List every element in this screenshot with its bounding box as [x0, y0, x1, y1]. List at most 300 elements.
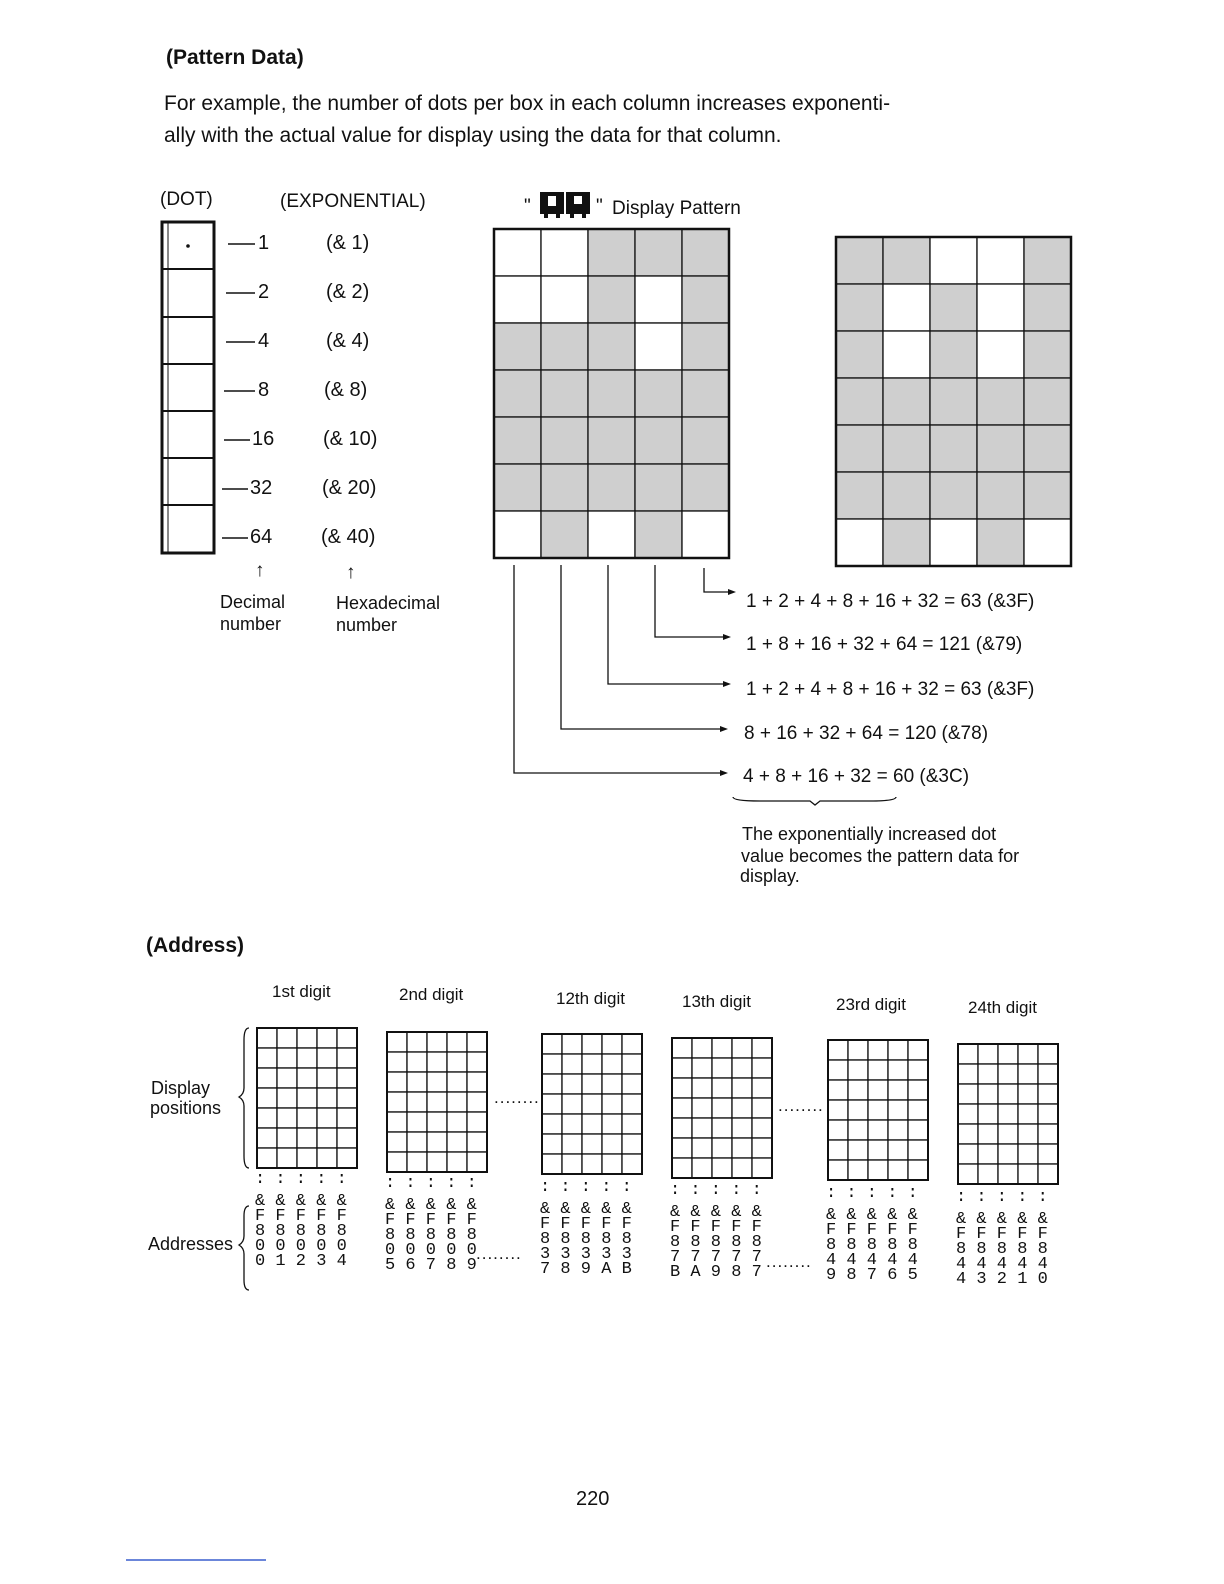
address-grid-cell	[978, 1124, 998, 1144]
address-grid-cell	[447, 1052, 467, 1072]
equation-1: 1 + 2 + 4 + 8 + 16 + 32 = 63 (&3F)	[746, 591, 1035, 612]
address-grid-cell	[542, 1134, 562, 1154]
address-grid-cell	[542, 1154, 562, 1174]
pattern-cell	[494, 417, 541, 464]
address-row-r4: 9 8 7 6 5	[826, 1266, 918, 1285]
address-grid-cell	[998, 1044, 1018, 1064]
address-grid-cell	[427, 1112, 447, 1132]
addresses-brace	[239, 1206, 249, 1290]
dot-hex-5: (& 20)	[322, 477, 377, 499]
address-grid-cell	[467, 1092, 487, 1112]
pattern-cell	[836, 425, 883, 472]
address-grid-cell	[868, 1040, 888, 1060]
pattern-paragraph-line1: For example, the number of dots per box in each column increases exponenti-	[164, 92, 891, 115]
address-grid-cell	[277, 1128, 297, 1148]
address-grid-cell	[622, 1134, 642, 1154]
pattern-cell	[635, 417, 682, 464]
address-grid-cell	[732, 1078, 752, 1098]
address-grid-cell	[958, 1124, 978, 1144]
pattern-cell	[635, 370, 682, 417]
address-grid-cell	[622, 1154, 642, 1174]
address-grid-cell	[257, 1128, 277, 1148]
address-grid-cell	[888, 1040, 908, 1060]
pattern-cell	[930, 331, 977, 378]
pattern-cell	[682, 229, 729, 276]
address-grid-cell	[542, 1094, 562, 1114]
address-grid-cell	[712, 1038, 732, 1058]
address-grid-cell	[848, 1140, 868, 1160]
ellipsis-address-2: ........	[766, 1252, 812, 1271]
address-grid-cell	[1018, 1104, 1038, 1124]
digit-label-4: 23rd digit	[836, 995, 906, 1014]
ellipsis-display-2: ........	[778, 1096, 824, 1115]
address-grid-cell	[692, 1078, 712, 1098]
address-grid-cell	[958, 1064, 978, 1084]
address-grid-cell	[387, 1032, 407, 1052]
address-grid-cell	[622, 1054, 642, 1074]
address-grid-cell	[998, 1064, 1018, 1084]
address-grid-cell	[908, 1080, 928, 1100]
pattern-cell	[930, 519, 977, 566]
address-grid-cell	[257, 1108, 277, 1128]
address-grid-cell	[582, 1154, 602, 1174]
pattern-cell	[588, 229, 635, 276]
address-grid-cell	[752, 1138, 772, 1158]
pattern-cell	[883, 425, 930, 472]
address-grid-cell	[467, 1112, 487, 1132]
dot-hex-0: (& 1)	[326, 232, 370, 254]
display-positions-brace	[239, 1028, 249, 1168]
address-grid-cell	[467, 1132, 487, 1152]
address-grid-cell	[998, 1144, 1018, 1164]
address-grid-cell	[277, 1048, 297, 1068]
address-grid-cell	[978, 1064, 998, 1084]
address-row-eight: 8 8 8 8 8	[826, 1236, 918, 1255]
address-grid-cell	[868, 1080, 888, 1100]
pattern-cell	[930, 425, 977, 472]
digit-label-2: 12th digit	[556, 989, 625, 1008]
address-grid-cell	[732, 1038, 752, 1058]
address-row-f: F F F F F	[255, 1207, 347, 1226]
decimal-label-2: number	[220, 614, 282, 634]
address-grid-cell	[317, 1028, 337, 1048]
addresses-label: Addresses	[148, 1234, 234, 1254]
digit-label-1: 2nd digit	[399, 985, 464, 1004]
address-grid-cell	[672, 1158, 692, 1178]
address-grid-cell	[542, 1034, 562, 1054]
note-line2: value becomes the pattern data for	[741, 846, 1020, 866]
address-grid-cell	[1038, 1144, 1058, 1164]
address-grid-cell	[672, 1058, 692, 1078]
address-grid-cell	[1038, 1124, 1058, 1144]
address-row-eight: 8 8 8 8 8	[670, 1233, 762, 1252]
address-grid-cell	[888, 1160, 908, 1180]
address-grid-cell	[447, 1132, 467, 1152]
address-grid-cell	[297, 1068, 317, 1088]
pattern-cell	[836, 378, 883, 425]
address-grid-cell	[672, 1038, 692, 1058]
address-grid-cell	[848, 1080, 868, 1100]
address-grid-cell	[407, 1132, 427, 1152]
address-grid-cell	[998, 1084, 1018, 1104]
address-row-r3: 3 3 3 3 3	[540, 1245, 632, 1264]
address-grid-cell	[337, 1128, 357, 1148]
address-grid-cell	[317, 1148, 337, 1168]
address-row-dots: : : : : :	[255, 1170, 347, 1189]
dot-decimal-6: 64	[250, 526, 273, 548]
address-row-amp: & & & & &	[540, 1200, 632, 1219]
address-grid-cell	[692, 1158, 712, 1178]
address-grid-cell	[692, 1138, 712, 1158]
pattern-cell	[494, 464, 541, 511]
pattern-cell	[635, 323, 682, 370]
pattern-cell	[836, 284, 883, 331]
address-grid-cell	[602, 1154, 622, 1174]
address-grid-cell	[562, 1134, 582, 1154]
pattern-cell	[682, 370, 729, 417]
address-row-r3: 4 4 4 4 4	[956, 1255, 1048, 1274]
pattern-cell	[635, 229, 682, 276]
address-grid-cell	[387, 1072, 407, 1092]
address-grid-cell	[868, 1120, 888, 1140]
pattern-cell	[1024, 237, 1071, 284]
address-grid-cell	[447, 1112, 467, 1132]
pattern-cell	[541, 229, 588, 276]
address-grid-cell	[848, 1100, 868, 1120]
address-grid-cell	[958, 1104, 978, 1124]
equation-4: 8 + 16 + 32 + 64 = 120 (&78)	[744, 723, 989, 744]
pattern-cell	[836, 519, 883, 566]
address-grid-cell	[1018, 1124, 1038, 1144]
address-grid-cell	[692, 1098, 712, 1118]
address-grid-cell	[672, 1098, 692, 1118]
address-row-eight: 8 8 8 8 8	[540, 1230, 632, 1249]
pattern-cell	[930, 237, 977, 284]
address-row-eight: 8 8 8 8 8	[956, 1240, 1048, 1259]
pattern-cell	[682, 417, 729, 464]
address-grid-cell	[732, 1138, 752, 1158]
pattern-cell	[494, 229, 541, 276]
address-grid-cell	[752, 1078, 772, 1098]
address-row-r3: 0 0 0 0 0	[255, 1237, 347, 1256]
address-grid-cell	[317, 1128, 337, 1148]
address-grid-cell	[712, 1058, 732, 1078]
address-grid-cell	[848, 1120, 868, 1140]
address-grid-cell	[998, 1104, 1018, 1124]
pattern-cell	[883, 237, 930, 284]
address-grid-cell	[692, 1058, 712, 1078]
address-grid-cell	[1038, 1064, 1058, 1084]
address-row-f: F F F F F	[385, 1211, 477, 1230]
address-grid-cell	[297, 1048, 317, 1068]
pattern-cell	[682, 323, 729, 370]
address-grid-cell	[277, 1028, 297, 1048]
note-line3: display.	[740, 866, 800, 886]
display-pattern-grid-1	[494, 229, 729, 558]
address-grid-cell	[978, 1084, 998, 1104]
address-grid-cell	[998, 1124, 1018, 1144]
address-grid-cell	[672, 1118, 692, 1138]
address-row-f: F F F F F	[956, 1225, 1048, 1244]
pattern-data-heading: (Pattern Data)	[166, 46, 304, 69]
display-pattern-title: Display Pattern	[612, 198, 741, 219]
pattern-cell	[541, 370, 588, 417]
address-grid-cell	[337, 1088, 357, 1108]
decimal-label-1: Decimal	[220, 592, 286, 612]
hex-label-2: number	[336, 615, 398, 635]
address-grid-cell	[467, 1072, 487, 1092]
address-grid-cell	[1018, 1064, 1038, 1084]
address-grid-cell	[732, 1098, 752, 1118]
pattern-paragraph-line2: ally with the actual value for display using the data for that column.	[164, 124, 782, 147]
dot-decimal-2: 4	[258, 330, 270, 352]
address-grid-cell	[602, 1034, 622, 1054]
address-grid-cell	[868, 1160, 888, 1180]
address-grid-cell	[582, 1074, 602, 1094]
dot-decimal-5: 32	[250, 477, 273, 499]
address-grid-cell	[848, 1040, 868, 1060]
address-grid-cell	[602, 1114, 622, 1134]
address-grid-cell	[828, 1100, 848, 1120]
address-grid-cell	[958, 1044, 978, 1064]
address-grid-cell	[427, 1072, 447, 1092]
dot-decimal-3: 8	[258, 379, 270, 401]
pattern-cell	[883, 331, 930, 378]
address-row-dots: : : : : :	[540, 1178, 632, 1197]
address-grid-cell	[582, 1094, 602, 1114]
pattern-cell	[541, 276, 588, 323]
address-grid-cell	[712, 1118, 732, 1138]
connector-arrowheads	[720, 589, 736, 776]
dot-header: (DOT)	[160, 189, 213, 210]
address-grid-cell	[337, 1028, 357, 1048]
pattern-cell	[977, 237, 1024, 284]
address-grid-cell	[337, 1108, 357, 1128]
address-grid-cell	[542, 1074, 562, 1094]
display-pattern-glyph-icon	[538, 188, 594, 218]
address-grid-cell	[467, 1152, 487, 1172]
address-grid-cell	[868, 1140, 888, 1160]
address-grid-cell	[427, 1032, 447, 1052]
address-grid-cell	[277, 1068, 297, 1088]
address-grid-cell	[387, 1132, 407, 1152]
address-grid-cell	[828, 1140, 848, 1160]
column-connectors	[514, 565, 730, 773]
pattern-cell	[494, 370, 541, 417]
address-grid-cell	[257, 1048, 277, 1068]
address-grid-cell	[752, 1058, 772, 1078]
pattern-cell	[930, 378, 977, 425]
pattern-cell	[977, 284, 1024, 331]
address-grid-cell	[277, 1108, 297, 1128]
address-grid-cell	[467, 1052, 487, 1072]
display-pattern-open-quote: "	[524, 196, 531, 217]
address-digit-grids	[257, 1028, 1058, 1184]
address-row-amp: & & & & &	[255, 1192, 347, 1211]
address-row-r4: B A 9 8 7	[670, 1263, 762, 1282]
ellipsis-address-1: ........	[476, 1244, 522, 1263]
address-grid-cell	[732, 1158, 752, 1178]
dot-hex-6: (& 40)	[321, 526, 376, 548]
address-row-eight: 8 8 8 8 8	[385, 1226, 477, 1245]
pattern-cell	[588, 464, 635, 511]
address-row-f: F F F F F	[826, 1221, 918, 1240]
address-grid-cell	[337, 1068, 357, 1088]
address-grid-cell	[447, 1072, 467, 1092]
pattern-cell	[1024, 519, 1071, 566]
address-grid-cell	[998, 1164, 1018, 1184]
address-grid-cell	[297, 1148, 317, 1168]
address-grid-cell	[958, 1144, 978, 1164]
equation-3: 1 + 2 + 4 + 8 + 16 + 32 = 63 (&3F)	[746, 679, 1035, 700]
pattern-cell	[635, 276, 682, 323]
address-grid-cell	[602, 1094, 622, 1114]
address-row-dots: : : : : :	[670, 1181, 762, 1200]
address-grid-cell	[978, 1144, 998, 1164]
dot-hex-1: (& 2)	[326, 281, 370, 303]
address-grid-cell	[712, 1158, 732, 1178]
pattern-cell	[588, 417, 635, 464]
equation-2: 1 + 8 + 16 + 32 + 64 = 121 (&79)	[746, 634, 1023, 655]
pattern-cell	[1024, 472, 1071, 519]
address-grid-cell	[387, 1112, 407, 1132]
address-grid-cell	[828, 1040, 848, 1060]
address-grid-cell	[752, 1038, 772, 1058]
pattern-cell	[930, 472, 977, 519]
address-grid-cell	[447, 1092, 467, 1112]
address-grid-cell	[1018, 1144, 1038, 1164]
address-row-r3: 0 0 0 0 0	[385, 1241, 477, 1260]
pattern-cell	[977, 519, 1024, 566]
display-pattern-close-quote: "	[596, 196, 603, 217]
address-grid-cell	[602, 1134, 622, 1154]
dot-decimal-0: 1	[258, 232, 270, 254]
address-grid-cell	[622, 1094, 642, 1114]
address-grid-cell	[297, 1108, 317, 1128]
pattern-cell	[836, 237, 883, 284]
address-grid-cell	[848, 1060, 868, 1080]
address-row-amp: & & & & &	[826, 1206, 918, 1225]
address-grid-cell	[1038, 1164, 1058, 1184]
address-grid-cell	[427, 1052, 447, 1072]
address-grid-cell	[908, 1060, 928, 1080]
pattern-cell	[588, 511, 635, 558]
pattern-cell	[1024, 284, 1071, 331]
pattern-cell	[1024, 331, 1071, 378]
address-grid-cell	[277, 1148, 297, 1168]
dot-hex-4: (& 10)	[323, 428, 378, 450]
pattern-cell	[635, 464, 682, 511]
pattern-cell	[541, 417, 588, 464]
exponential-header: (EXPONENTIAL)	[280, 191, 426, 212]
address-grid-cell	[582, 1054, 602, 1074]
pattern-cell	[977, 378, 1024, 425]
address-grid-cell	[542, 1114, 562, 1134]
address-grid-cell	[622, 1114, 642, 1134]
address-grid-cell	[888, 1100, 908, 1120]
dot-decimal-4: 16	[252, 428, 275, 450]
address-grid-cell	[582, 1114, 602, 1134]
address-heading: (Address)	[146, 934, 245, 957]
address-grid-cell	[407, 1052, 427, 1072]
address-grid-cell	[467, 1032, 487, 1052]
address-grid-cell	[427, 1152, 447, 1172]
pattern-cell	[836, 331, 883, 378]
address-row-r4: 0 1 2 3 4	[255, 1252, 347, 1271]
address-grid-cell	[337, 1148, 357, 1168]
address-grid-cell	[692, 1118, 712, 1138]
address-grid-cell	[257, 1088, 277, 1108]
address-grid-cell	[868, 1100, 888, 1120]
address-grid-cell	[752, 1098, 772, 1118]
address-grid-cell	[672, 1078, 692, 1098]
address-grid-cell	[978, 1104, 998, 1124]
address-grid-cell	[447, 1152, 467, 1172]
address-grid-cell	[297, 1128, 317, 1148]
address-row-r4: 4 3 2 1 0	[956, 1270, 1048, 1289]
address-row-eight: 8 8 8 8 8	[255, 1222, 347, 1241]
display-pattern-grid-2	[836, 237, 1071, 566]
address-grid-cell	[732, 1058, 752, 1078]
address-grid-cell	[888, 1120, 908, 1140]
display-positions-label-1: Display	[151, 1078, 211, 1098]
address-grid-cell	[297, 1028, 317, 1048]
address-row-f: F F F F F	[670, 1218, 762, 1237]
address-grid-cell	[407, 1152, 427, 1172]
pattern-cell	[494, 276, 541, 323]
dot-column	[162, 222, 214, 553]
address-grid-cell	[958, 1084, 978, 1104]
address-grid-cell	[828, 1120, 848, 1140]
address-grid-cell	[257, 1148, 277, 1168]
address-grid-cell	[908, 1140, 928, 1160]
pattern-cell	[977, 331, 1024, 378]
address-grid-cell	[1018, 1084, 1038, 1104]
pattern-cell	[930, 284, 977, 331]
pattern-cell	[682, 511, 729, 558]
address-grid-cell	[317, 1048, 337, 1068]
pattern-cell	[541, 323, 588, 370]
address-grid-cell	[407, 1112, 427, 1132]
pattern-cell	[883, 472, 930, 519]
address-grid-cell	[622, 1074, 642, 1094]
address-grid-cell	[317, 1088, 337, 1108]
page-number: 220	[576, 1488, 610, 1510]
address-grid-cell	[317, 1108, 337, 1128]
address-grid-cell	[828, 1080, 848, 1100]
address-row-dots: : : : : :	[826, 1184, 918, 1203]
address-grid-cell	[602, 1074, 622, 1094]
address-grid-cell	[602, 1054, 622, 1074]
pattern-cell	[1024, 378, 1071, 425]
pattern-cell	[588, 370, 635, 417]
pattern-cell	[977, 425, 1024, 472]
address-grid-cell	[427, 1092, 447, 1112]
pattern-cell	[977, 472, 1024, 519]
pattern-cell	[588, 276, 635, 323]
address-grid-cell	[562, 1154, 582, 1174]
hex-arrow: ↑	[346, 562, 356, 583]
address-grid-cell	[908, 1160, 928, 1180]
address-grid-cell	[317, 1068, 337, 1088]
address-grid-cell	[908, 1040, 928, 1060]
address-grid-cell	[1018, 1044, 1038, 1064]
digit-label-3: 13th digit	[682, 992, 751, 1011]
digit-label-0: 1st digit	[272, 982, 331, 1001]
pattern-cell	[883, 378, 930, 425]
address-grid-cell	[387, 1152, 407, 1172]
address-grid-cell	[447, 1032, 467, 1052]
